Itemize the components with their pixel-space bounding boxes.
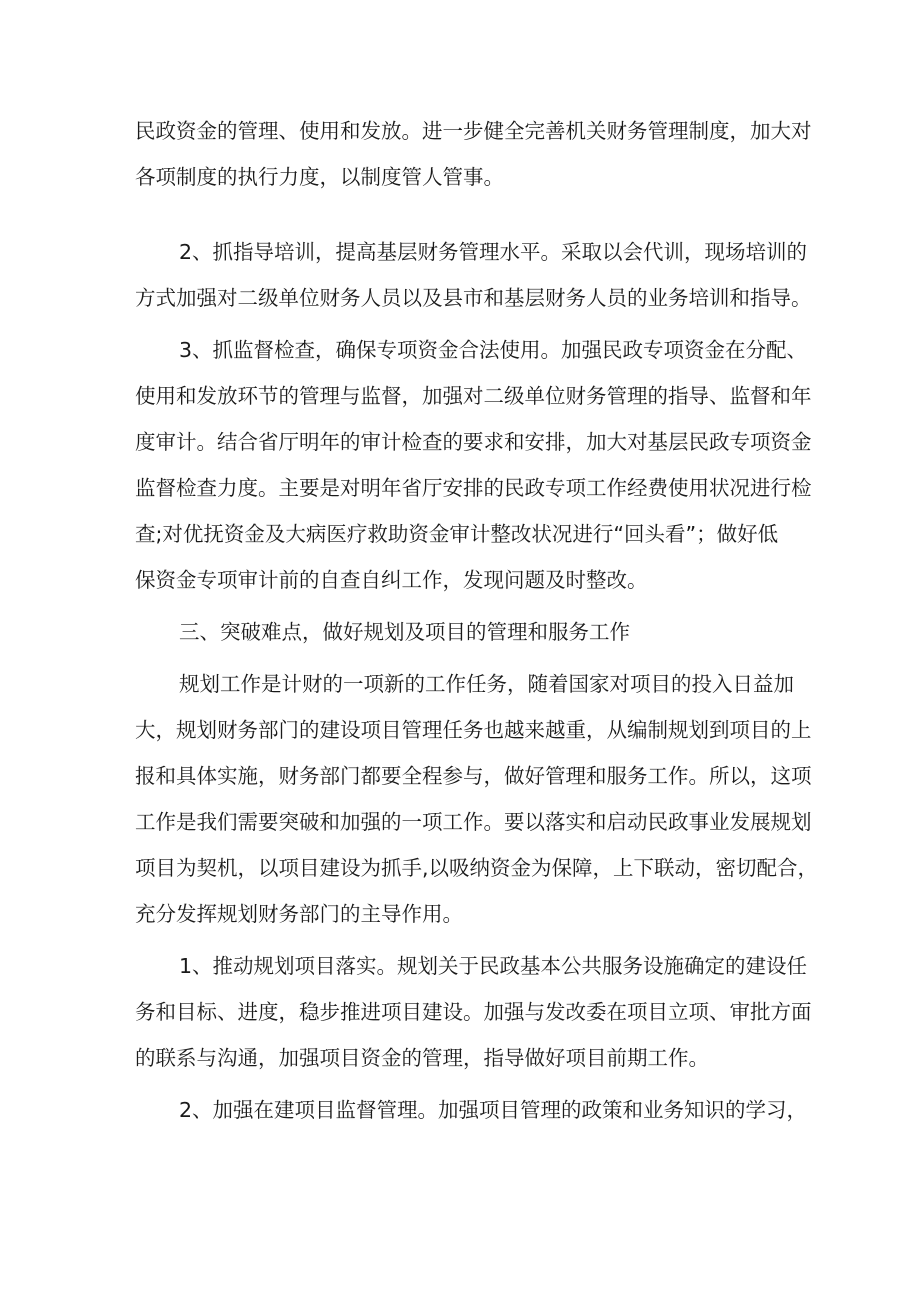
paragraph-line: 工作是我们需要突破和加强的一项工作。要以落实和启动民政事业发展规划 bbox=[135, 810, 812, 834]
paragraph-line: 充分发挥规划财务部门的主导作用。 bbox=[135, 902, 463, 926]
paragraph-line: 务和目标、进度，稳步推进项目建设。加强与发改委在项目立项、审批方面 bbox=[135, 1000, 812, 1024]
paragraph-line: 保资金专项审计前的自查自纠工作，发现问题及时整改。 bbox=[135, 568, 648, 592]
paragraph-line: 方式加强对二级单位财务人员以及县市和基层财务人员的业务培训和指导。 bbox=[135, 286, 812, 310]
paragraph-line: 项目为契机，以项目建设为抓手,以吸纳资金为保障，上下联动，密切配合， bbox=[135, 856, 819, 880]
paragraph-line: 2、抓指导培训，提高基层财务管理水平。采取以会代训，现场培训的 bbox=[179, 240, 808, 264]
paragraph-line: 3、抓监督检查，确保专项资金合法使用。加强民政专项资金在分配、 bbox=[179, 338, 808, 362]
paragraph-line: 监督检查力度。主要是对明年省厅安排的民政专项工作经费使用状况进行检 bbox=[135, 476, 812, 500]
section-heading: 三、突破难点，做好规划及项目的管理和服务工作 bbox=[179, 620, 630, 644]
paragraph-line: 使用和发放环节的管理与监督，加强对二级单位财务管理的指导、监督和年 bbox=[135, 384, 812, 408]
paragraph-line: 民政资金的管理、使用和发放。进一步健全完善机关财务管理制度，加大对 bbox=[135, 119, 812, 143]
paragraph-line: 度审计。结合省厅明年的审计检查的要求和安排，加大对基层民政专项资金 bbox=[135, 430, 812, 454]
paragraph-line: 大，规划财务部门的建设项目管理任务也越来越重，从编制规划到项目的上 bbox=[135, 718, 812, 742]
paragraph-line: 各项制度的执行力度，以制度管人管事。 bbox=[135, 165, 504, 189]
paragraph-line: 的联系与沟通，加强项目资金的管理，指导做好项目前期工作。 bbox=[135, 1046, 709, 1070]
paragraph-line: 规划工作是计财的一项新的工作任务，随着国家对项目的投入日益加 bbox=[179, 672, 794, 696]
paragraph-line: 查;对优抚资金及大病医疗救助资金审计整改状况进行“回头看”；做好低 bbox=[135, 522, 779, 546]
paragraph-line: 2、加强在建项目监督管理。加强项目管理的政策和业务知识的学习， bbox=[179, 1098, 808, 1122]
paragraph-line: 报和具体实施，财务部门都要全程参与，做好管理和服务工作。所以，这项 bbox=[135, 764, 812, 788]
paragraph-line: 1、推动规划项目落实。规划关于民政基本公共服务设施确定的建设任 bbox=[179, 954, 808, 978]
